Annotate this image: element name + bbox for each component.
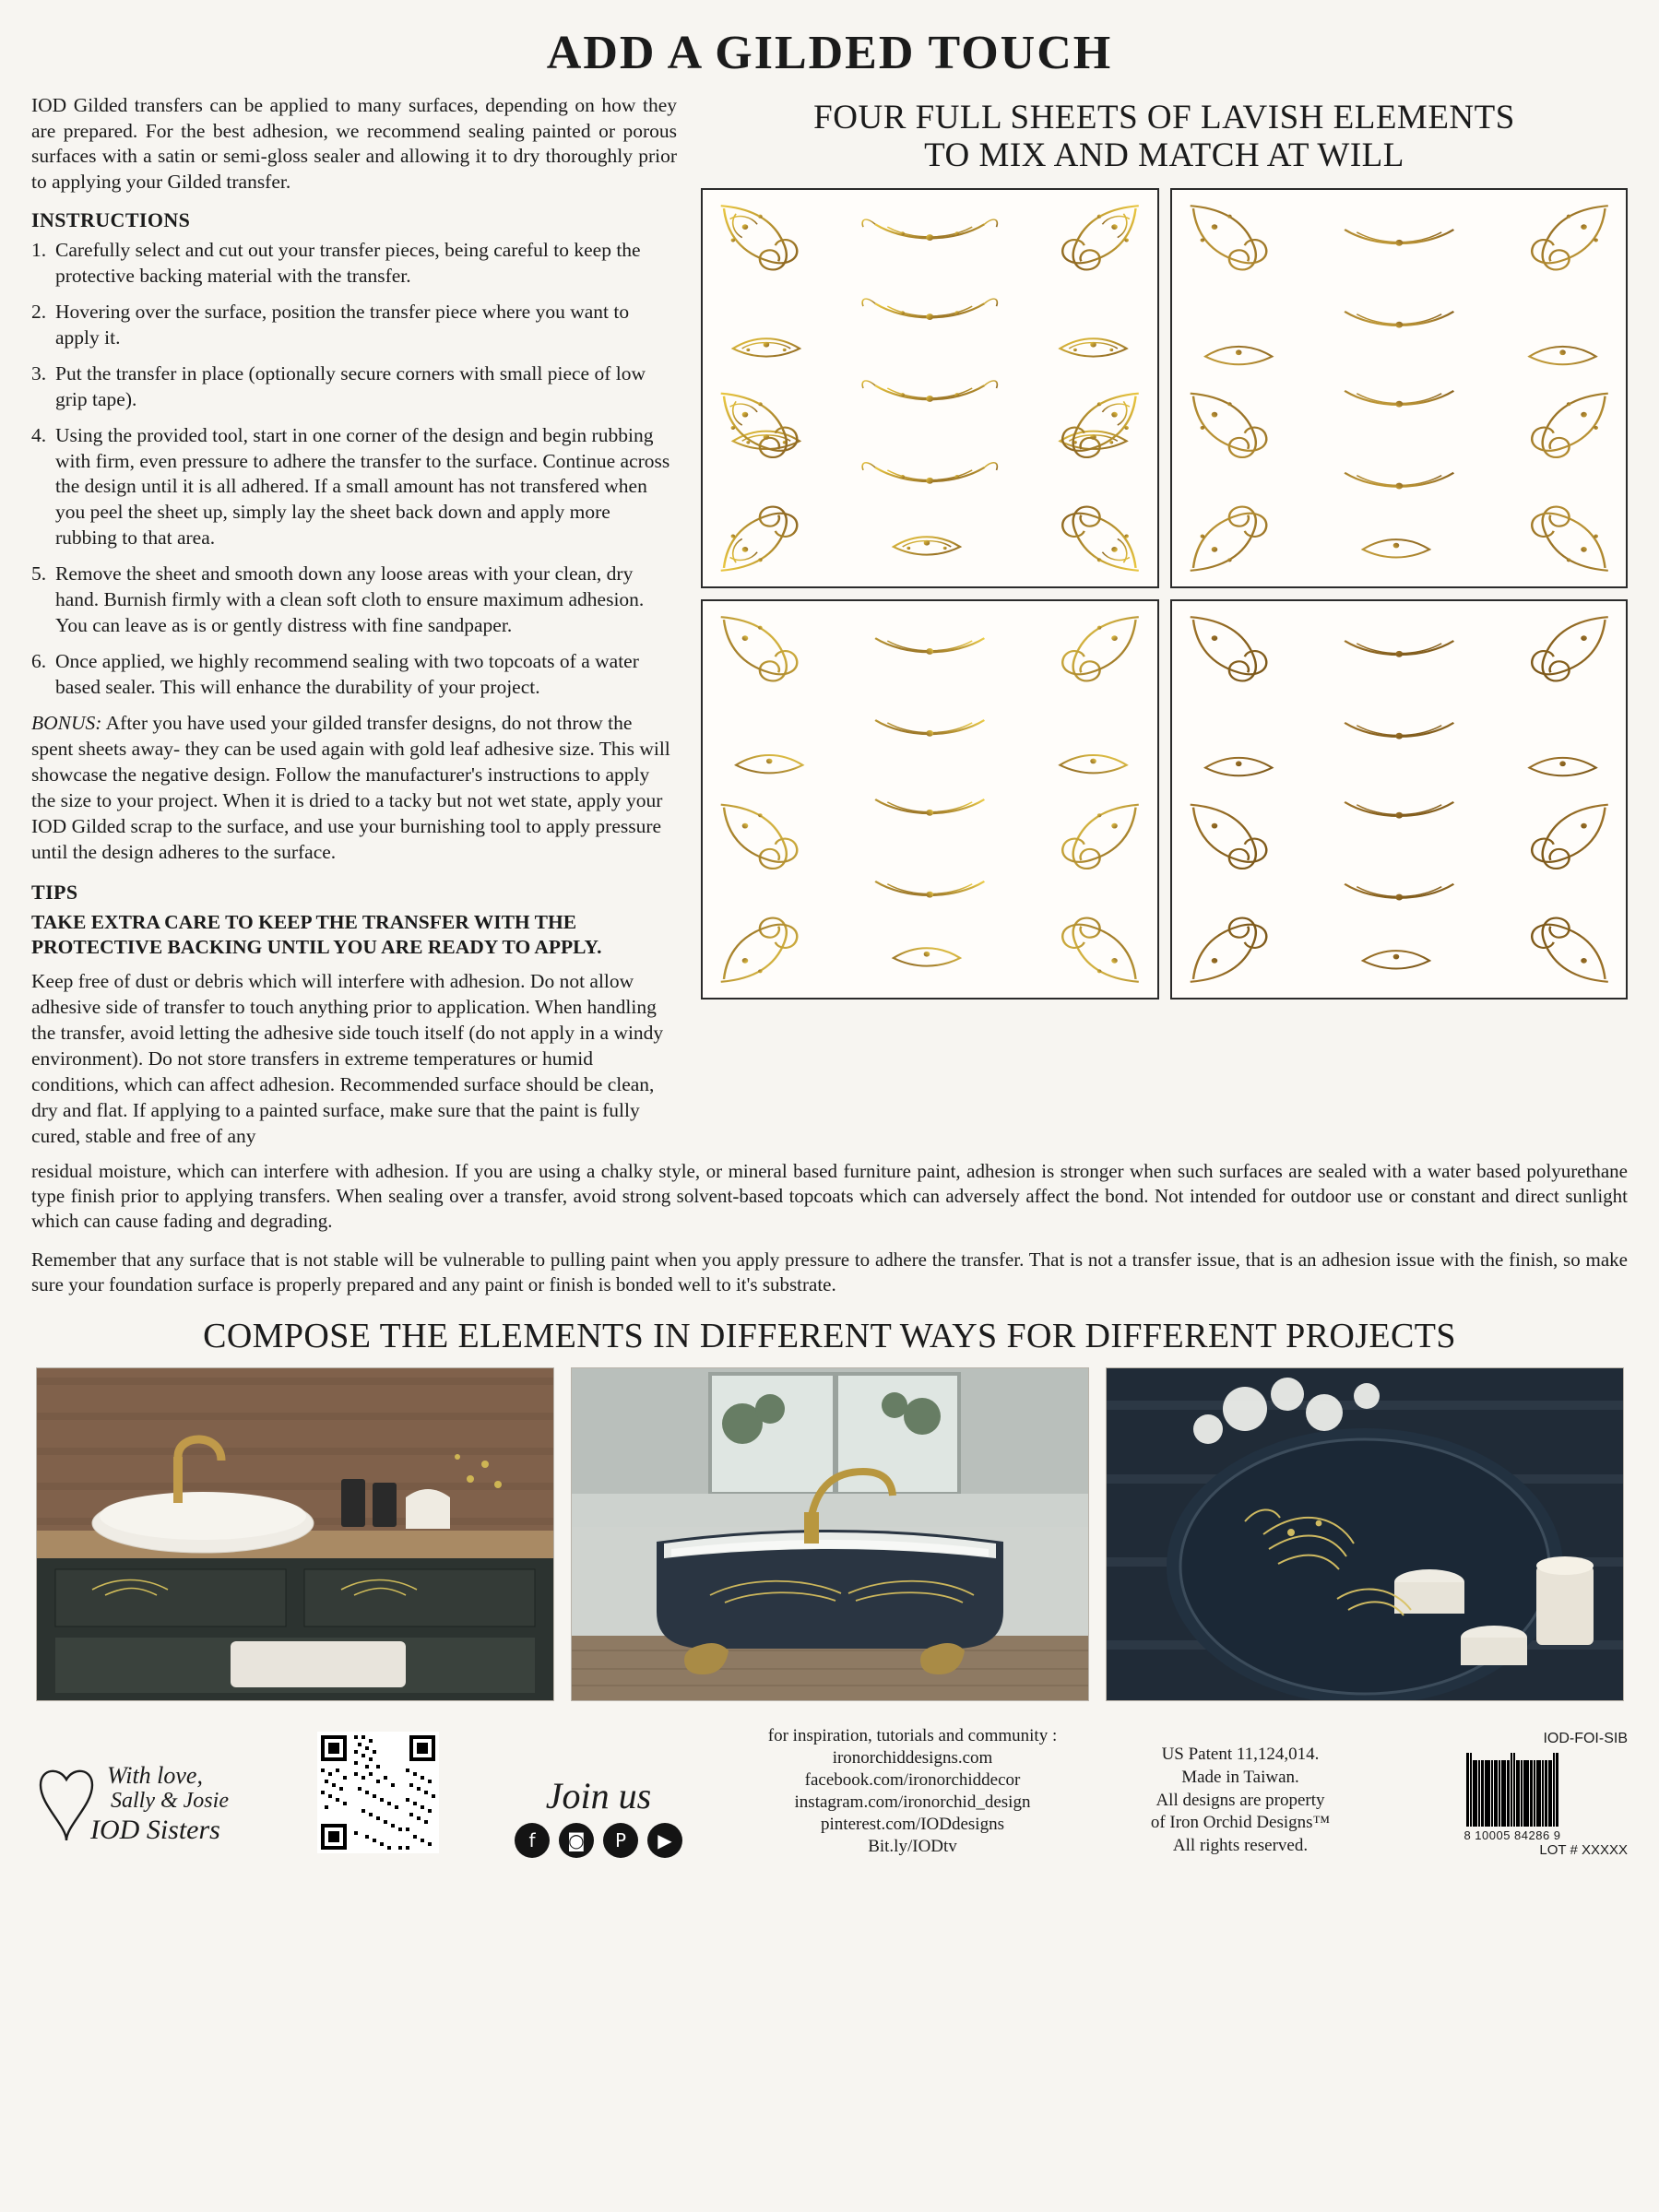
legal-ownership-2: of Iron Orchid Designs™ [1150,1813,1331,1833]
full-width-paragraph-1: residual moisture, which can interfere with adhesion. If you are using a chalky style, or mineral based furniture paint, adhesion is stronger when such surfaces are sealed with a water based polyurethane type finish prior to applying transfers. When sealing over a transfer, avoid strong solvent-based topcoats which can adversely affect the bond. Not intended for outdoor use or constant and direct sunlight which can cause fading and degrading. [31,1159,1628,1233]
step-text: Once applied, we highly recommend sealing with two topcoats of a water based sealer. This will enhance the durability of your project. [55,650,639,698]
step-number: 1. [31,238,47,261]
join-us-block [465,1774,732,1858]
facebook-icon[interactable]: f [515,1823,550,1858]
info-youtube[interactable]: Bit.ly/IODtv [868,1836,957,1856]
info-instagram[interactable]: instagram.com/ironorchid_design [794,1792,1031,1813]
bonus-text: After you have used your gilded transfer designs, do not throw the spent sheets away- they can be used again with gold leaf adhesive size. This will showcase the negative design. Follow the manufacturer's instructions to apply the size to your project. When it is dried to a tacky but not wet state, apply your IOD Gilded scrap to the surface, and use your burnishing tool to apply pressure until the design adheres to the surface. [31,711,670,863]
social-icons[interactable] [465,1823,732,1858]
instructions-heading: INSTRUCTIONS [31,207,191,231]
step-number: 2. [31,300,47,323]
project-photos [31,1367,1628,1701]
bonus-label: BONUS: [31,711,102,734]
list-item [31,649,677,701]
barcode-icon [1397,1747,1628,1827]
photo-artwork [37,1368,553,1700]
legal-rights: All rights reserved. [1172,1836,1309,1856]
svg-text:IOD Sisters: IOD Sisters [90,1814,220,1845]
sheets-heading [701,99,1628,175]
sheets-heading-line2: TO MIX AND MATCH AT WILL [924,136,1404,175]
barcode-number: 8 10005 84286 9 [1463,1828,1561,1842]
transfer-sheet-3 [701,599,1159,1000]
community-info [741,1725,1084,1858]
tips-body: Keep free of dust or debris which will interfere with adhesion. Do not allow adhesive side of transfer to touch anything prior to application. When handling the transfer, avoid letting the adhesive side touch itself (do not apply in a windy environment). Do not store transfers in extreme temperatures or humid conditions, which can affect adhesion. Recommended surface should be clean, dry and flat. If applying to a painted surface, make sure that the paint is fully cured, stable and free of any [31,970,664,1147]
list-item [31,361,677,413]
instructions-list [31,238,677,701]
barcode-block [1397,1731,1628,1858]
svg-text:With love,: With love, [107,1761,203,1789]
legal-origin: Made in Taiwan. [1181,1768,1299,1788]
photo-artwork [1107,1368,1623,1700]
list-item [31,423,677,552]
sheets-heading-line1: FOUR FULL SHEETS OF LAVISH ELEMENTS [813,99,1515,136]
step-number: 4. [31,423,47,446]
step-text: Hovering over the surface, position the transfer piece where you want to apply it. [55,300,630,349]
list-item [31,562,677,639]
project-photo-washstand [36,1367,554,1701]
project-photo-bathtub [571,1367,1089,1701]
youtube-icon[interactable]: ▶ [647,1823,682,1858]
transfer-sheet-grid [701,188,1628,1000]
transfer-sheet-2 [1170,188,1629,588]
project-photo-tray [1106,1367,1624,1701]
info-heading: for inspiration, tutorials and community : [767,1726,1058,1746]
content-columns [31,93,1628,1150]
photo-artwork [572,1368,1088,1700]
instagram-icon[interactable]: ◙ [559,1823,594,1858]
step-text: Carefully select and cut out your transfer pieces, being careful to keep the protective backing material with the transfer. [55,238,641,287]
list-item [31,238,677,290]
right-column [701,93,1628,1000]
step-number: 6. [31,650,47,673]
step-text: Remove the sheet and smooth down any loose areas with your clean, dry hand. Burnish firmly with a clean soft cloth to ensure maximum adhesion. You can leave as is or gently distress with fine sandpaper. [55,562,645,637]
info-website[interactable]: ironorchiddesigns.com [832,1748,993,1768]
sheet-artwork [1172,601,1627,998]
legal-ownership-1: All designs are property [1155,1790,1325,1810]
page-title: ADD A GILDED TOUCH [546,27,1113,79]
sku-code: IOD-FOI-SIB [1543,1730,1628,1746]
transfer-sheet-1 [701,188,1159,588]
step-text: Put the transfer in place (optionally secure corners with small piece of low grip tape). [55,361,646,410]
info-pinterest[interactable]: pinterest.com/IODdesigns [821,1814,1004,1834]
full-width-paragraph-2: Remember that any surface that is not stable will be vulnerable to pulling paint when you apply pressure to adhere the transfer. That is not a transfer issue, that is an adhesion issue with the finish, so make sure your foundation surface is properly prepared and any paint or finish is bonded well to it's substrate. [31,1248,1628,1295]
join-us-label: Join us [545,1774,652,1816]
info-facebook[interactable]: facebook.com/ironorchiddecor [804,1770,1021,1791]
step-number: 3. [31,361,47,384]
step-text: Using the provided tool, start in one corner of the design and begin rubbing with firm, even pressure to adhere the transfer to the surface. Continue across the design until it is all adhered. If a small amount has not transfered when you peel the sheet up, simply lay the sheet back down and apply more rubbing to that area. [55,423,670,550]
sheet-artwork [703,601,1157,998]
step-number: 5. [31,562,47,586]
legal-info [1093,1744,1388,1857]
qr-code-icon[interactable] [317,1732,439,1853]
heart-icon [31,1752,308,1853]
list-item [31,300,677,351]
left-column [31,93,677,1150]
intro-paragraph: IOD Gilded transfers can be applied to many surfaces, depending on how they are prepared. For the best adhesion, we recommend sealing painted or porous surfaces with a satin or semi-gloss sealer and allowing it to dry thoroughly prior to applying your Gilded transfer. [31,94,677,194]
svg-text:Sally & Josie: Sally & Josie [111,1788,229,1813]
signature-block [31,1752,308,1858]
compose-heading: COMPOSE THE ELEMENTS IN DIFFERENT WAYS FOR DIFFERENT PROJECTS [203,1317,1456,1356]
tips-warning: TAKE EXTRA CARE TO KEEP THE TRANSFER WITH THE PROTECTIVE BACKING UNTIL YOU ARE READY TO APPLY. [31,910,602,958]
bonus-paragraph [31,711,677,866]
sheet-artwork [703,190,1157,586]
transfer-sheet-4 [1170,599,1629,1000]
sheet-artwork [1172,190,1627,586]
lot-number: LOT # XXXXX [1539,1841,1628,1858]
qr-code-block[interactable] [317,1732,456,1858]
footer [31,1725,1628,1858]
legal-patent: US Patent 11,124,014. [1161,1745,1320,1765]
pinterest-icon[interactable]: P [603,1823,638,1858]
tips-heading: TIPS [31,880,78,904]
